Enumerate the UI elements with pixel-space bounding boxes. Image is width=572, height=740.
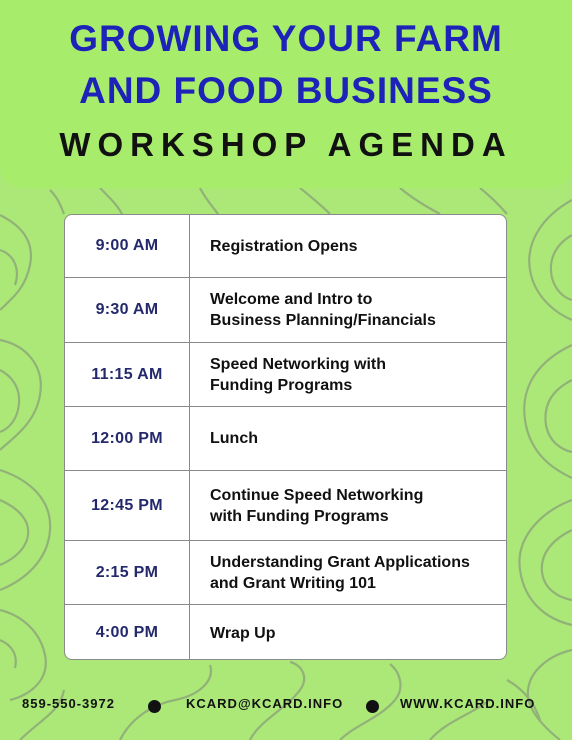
time-cell bbox=[65, 278, 190, 342]
time-cell bbox=[65, 343, 190, 406]
time-label: 12:00 PM bbox=[91, 429, 163, 447]
event-label: Business Planning/Financials bbox=[210, 312, 436, 329]
title-line-1: GROWING YOUR FARM bbox=[69, 18, 503, 59]
agenda-row bbox=[65, 541, 506, 605]
title-line-2: AND FOOD BUSINESS bbox=[79, 70, 493, 111]
website-url: WWW.KCARD.INFO bbox=[400, 696, 536, 711]
event-label: and Grant Writing 101 bbox=[210, 574, 376, 592]
event-label: with Funding Programs bbox=[210, 507, 389, 525]
separator-dot bbox=[366, 700, 379, 713]
event-label: Speed Networking with bbox=[210, 355, 387, 373]
event-cell bbox=[190, 407, 506, 470]
time-cell bbox=[65, 471, 190, 540]
event-label: Registration Opens bbox=[210, 237, 358, 255]
time-label: 12:45 PM bbox=[91, 496, 163, 514]
event-cell bbox=[190, 471, 506, 540]
time-cell bbox=[65, 605, 190, 660]
email-address: KCARD@KCARD.INFO bbox=[186, 696, 344, 711]
time-label: 11:15 AM bbox=[91, 365, 163, 383]
header-banner bbox=[0, 0, 572, 188]
agenda-row bbox=[65, 278, 506, 343]
event-label: Funding Programs bbox=[210, 376, 353, 394]
event-label: Welcome and Intro to bbox=[210, 291, 373, 308]
event-cell bbox=[190, 541, 506, 604]
event-label: Continue Speed Networking bbox=[210, 486, 424, 504]
time-label: 2:15 PM bbox=[95, 563, 159, 581]
agenda-table bbox=[64, 214, 507, 660]
event-label: Wrap Up bbox=[210, 624, 276, 642]
agenda-subtitle: WORKSHOP AGENDA bbox=[59, 126, 513, 163]
agenda-row bbox=[65, 343, 506, 407]
event-cell bbox=[190, 343, 506, 406]
agenda-row bbox=[65, 471, 506, 541]
time-cell bbox=[65, 215, 190, 277]
event-cell bbox=[190, 605, 506, 660]
time-label: 4:00 PM bbox=[95, 624, 159, 641]
agenda-row bbox=[65, 215, 506, 278]
separator-dot bbox=[148, 700, 161, 713]
phone-number: 859-550-3972 bbox=[22, 696, 115, 711]
agenda-row bbox=[65, 407, 506, 471]
event-cell bbox=[190, 215, 506, 277]
time-cell bbox=[65, 407, 190, 470]
time-label: 9:30 AM bbox=[95, 301, 159, 318]
time-label: 9:00 AM bbox=[95, 237, 159, 254]
event-label: Understanding Grant Applications bbox=[210, 553, 470, 571]
time-cell bbox=[65, 541, 190, 604]
agenda-row bbox=[65, 605, 506, 660]
contact-footer bbox=[0, 692, 572, 718]
event-label: Lunch bbox=[210, 430, 258, 447]
event-cell bbox=[190, 278, 506, 342]
